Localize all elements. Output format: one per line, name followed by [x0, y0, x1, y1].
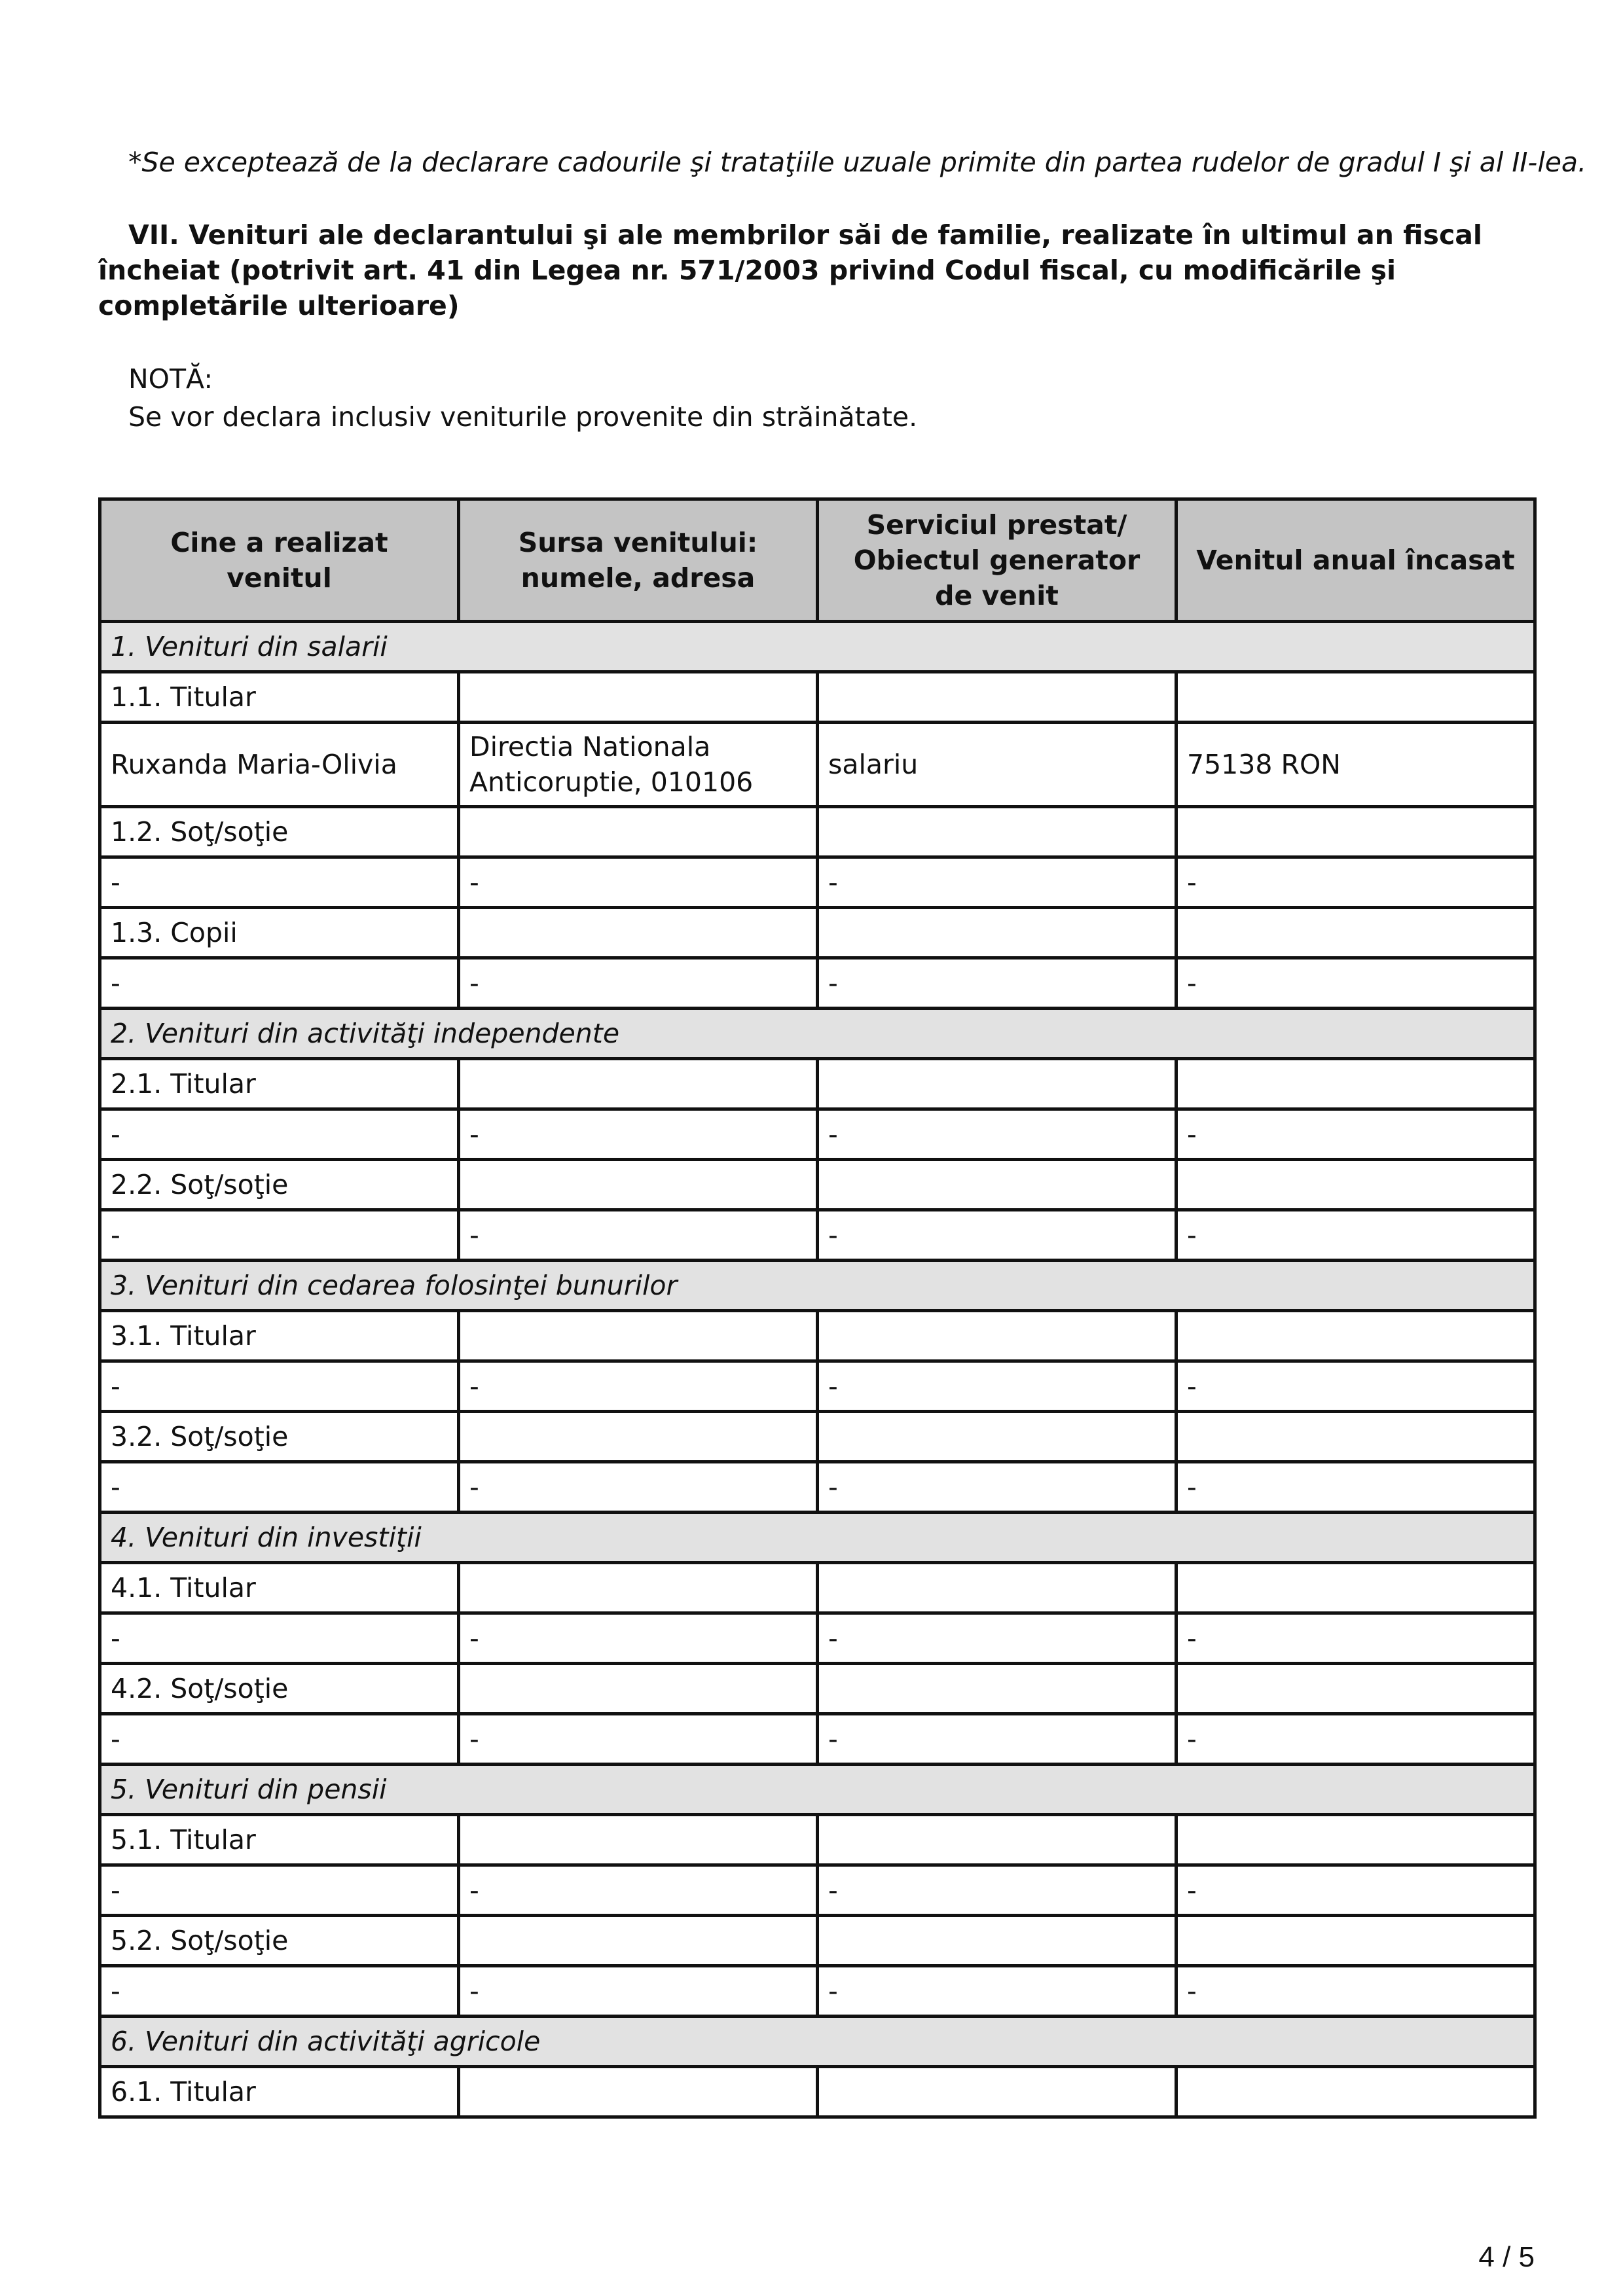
table-cell: - [818, 1462, 1176, 1513]
table-cell [459, 1412, 818, 1462]
table-row [100, 1059, 1535, 1109]
table-cell [459, 1815, 818, 1865]
table-row [100, 1563, 1535, 1613]
table-cell: - [1176, 1714, 1535, 1765]
income-table-body [100, 622, 1535, 2117]
table-cell: - [818, 1714, 1176, 1765]
table-cell: - [1176, 1613, 1535, 1664]
table-cell: - [459, 1865, 818, 1916]
table-row [100, 1109, 1535, 1160]
note-text: Se vor declara inclusiv veniturile provenite din străinătate. [128, 401, 918, 433]
table-cell: - [459, 1210, 818, 1261]
table-cell [459, 1664, 818, 1714]
table-cell: - [100, 1714, 459, 1765]
table-cell: - [818, 1966, 1176, 2017]
table-cell: 1.3. Copii [100, 908, 459, 958]
table-cell: - [818, 1109, 1176, 1160]
table-cell: - [1176, 857, 1535, 908]
table-cell [1176, 1664, 1535, 1714]
table-cell: - [459, 1966, 818, 2017]
category-row [100, 1513, 1535, 1563]
table-row [100, 857, 1535, 908]
table-cell: - [459, 1361, 818, 1412]
table-cell [818, 1311, 1176, 1361]
table-cell [818, 1815, 1176, 1865]
table-row [100, 1613, 1535, 1664]
table-cell: - [818, 1613, 1176, 1664]
table-row [100, 908, 1535, 958]
table-cell [1176, 1815, 1535, 1865]
table-cell: - [1176, 1361, 1535, 1412]
table-cell: 2.1. Titular [100, 1059, 459, 1109]
table-cell: 3.1. Titular [100, 1311, 459, 1361]
income-table-header [100, 499, 1535, 622]
table-cell: 4.2. Soţ/soţie [100, 1664, 459, 1714]
table-cell: - [818, 857, 1176, 908]
table-cell: 6.1. Titular [100, 2067, 459, 2117]
table-cell: 2.2. Soţ/soţie [100, 1160, 459, 1210]
table-cell [1176, 1412, 1535, 1462]
table-cell [818, 807, 1176, 857]
table-row [100, 1966, 1535, 2017]
table-cell [1176, 672, 1535, 723]
table-cell [818, 1563, 1176, 1613]
category-row [100, 2017, 1535, 2067]
table-cell [818, 908, 1176, 958]
table-cell: - [818, 958, 1176, 1009]
table-cell: 75138 RON [1176, 723, 1535, 807]
header-cell: Serviciul prestat/ Obiectul generator de venit [818, 499, 1176, 622]
table-row [100, 1412, 1535, 1462]
table-row [100, 1664, 1535, 1714]
table-cell: - [100, 1210, 459, 1261]
note-block [128, 360, 1503, 436]
table-cell: - [818, 1210, 1176, 1261]
table-cell [818, 1059, 1176, 1109]
income-table [98, 497, 1537, 2119]
table-row [100, 1210, 1535, 1261]
table-cell [459, 1059, 818, 1109]
table-cell [459, 908, 818, 958]
table-cell [459, 2067, 818, 2117]
table-cell [818, 1916, 1176, 1966]
table-row [100, 1311, 1535, 1361]
section-title: VII. Venituri ale declarantului şi ale membrilor săi de familie, realizate în ultimul an fiscal încheiat (potrivit art. 41 din Legea nr. 571/2003 privind Codul fiscal, cu modificările şi completările ulterioare) [98, 219, 1482, 321]
table-row [100, 1714, 1535, 1765]
table-cell [1176, 1160, 1535, 1210]
table-cell: - [1176, 1210, 1535, 1261]
table-cell [1176, 1563, 1535, 1613]
table-cell: - [818, 1865, 1176, 1916]
table-cell [459, 807, 818, 857]
table-row [100, 1865, 1535, 1916]
table-cell: 1.1. Titular [100, 672, 459, 723]
table-cell [818, 1664, 1176, 1714]
table-cell [459, 1160, 818, 1210]
note-label: NOTĂ: [128, 363, 213, 395]
category-title: 6. Venituri din activităţi agricole [100, 2017, 1535, 2067]
table-cell: 3.2. Soţ/soţie [100, 1412, 459, 1462]
table-cell: 1.2. Soţ/soţie [100, 807, 459, 857]
table-cell: - [100, 958, 459, 1009]
header-cell: Sursa venitului: numele, adresa [459, 499, 818, 622]
table-cell: Directia Nationala Anticoruptie, 010106 [459, 723, 818, 807]
table-row [100, 1916, 1535, 1966]
table-cell: 4.1. Titular [100, 1563, 459, 1613]
category-title: 5. Venituri din pensii [100, 1765, 1535, 1815]
category-title: 4. Venituri din investiţii [100, 1513, 1535, 1563]
table-cell: - [459, 958, 818, 1009]
table-cell: - [100, 1865, 459, 1916]
table-cell [818, 1412, 1176, 1462]
table-row [100, 1815, 1535, 1865]
table-row [100, 958, 1535, 1009]
table-cell: - [459, 857, 818, 908]
table-cell: - [459, 1462, 818, 1513]
table-row [100, 672, 1535, 723]
category-title: 3. Venituri din cedarea folosinţei bunurilor [100, 1261, 1535, 1311]
table-cell [818, 1160, 1176, 1210]
table-row [100, 2067, 1535, 2117]
table-cell: - [459, 1714, 818, 1765]
table-cell [459, 1311, 818, 1361]
table-cell [459, 672, 818, 723]
table-cell: - [100, 1462, 459, 1513]
table-cell: - [459, 1613, 818, 1664]
table-cell: - [1176, 958, 1535, 1009]
table-cell: - [818, 1361, 1176, 1412]
table-cell [1176, 1311, 1535, 1361]
category-row [100, 622, 1535, 672]
table-cell [1176, 908, 1535, 958]
table-cell: - [1176, 1462, 1535, 1513]
table-cell [1176, 1916, 1535, 1966]
table-cell: salariu [818, 723, 1176, 807]
table-cell: - [100, 1966, 459, 2017]
table-row [100, 1361, 1535, 1412]
table-cell: - [1176, 1109, 1535, 1160]
table-cell: - [100, 1109, 459, 1160]
table-cell: - [100, 1613, 459, 1664]
category-row [100, 1261, 1535, 1311]
table-cell [1176, 1059, 1535, 1109]
table-cell [1176, 2067, 1535, 2117]
table-cell [459, 1563, 818, 1613]
header-cell: Cine a realizat venitul [100, 499, 459, 622]
table-cell: 5.1. Titular [100, 1815, 459, 1865]
table-row [100, 1462, 1535, 1513]
category-row [100, 1765, 1535, 1815]
category-row [100, 1009, 1535, 1059]
table-cell [1176, 807, 1535, 857]
table-cell [459, 1916, 818, 1966]
header-cell: Venitul anual încasat [1176, 499, 1535, 622]
table-row [100, 807, 1535, 857]
exception-footnote: *Se exceptează de la declarare cadourile şi trataţiile uzuale primite din partea rudelor de gradul I şi al II-lea. [128, 147, 1587, 178]
table-cell: Ruxanda Maria-Olivia [100, 723, 459, 807]
category-title: 2. Venituri din activităţi independente [100, 1009, 1535, 1059]
table-cell: - [459, 1109, 818, 1160]
category-title: 1. Venituri din salarii [100, 622, 1535, 672]
table-cell: - [1176, 1966, 1535, 2017]
table-cell [818, 672, 1176, 723]
table-row [100, 1160, 1535, 1210]
header-row [100, 499, 1535, 622]
table-cell: 5.2. Soţ/soţie [100, 1916, 459, 1966]
table-cell [818, 2067, 1176, 2117]
table-cell: - [1176, 1865, 1535, 1916]
table-row [100, 723, 1535, 807]
page-number: 4 / 5 [1478, 2241, 1535, 2273]
table-cell: - [100, 857, 459, 908]
table-cell: - [100, 1361, 459, 1412]
